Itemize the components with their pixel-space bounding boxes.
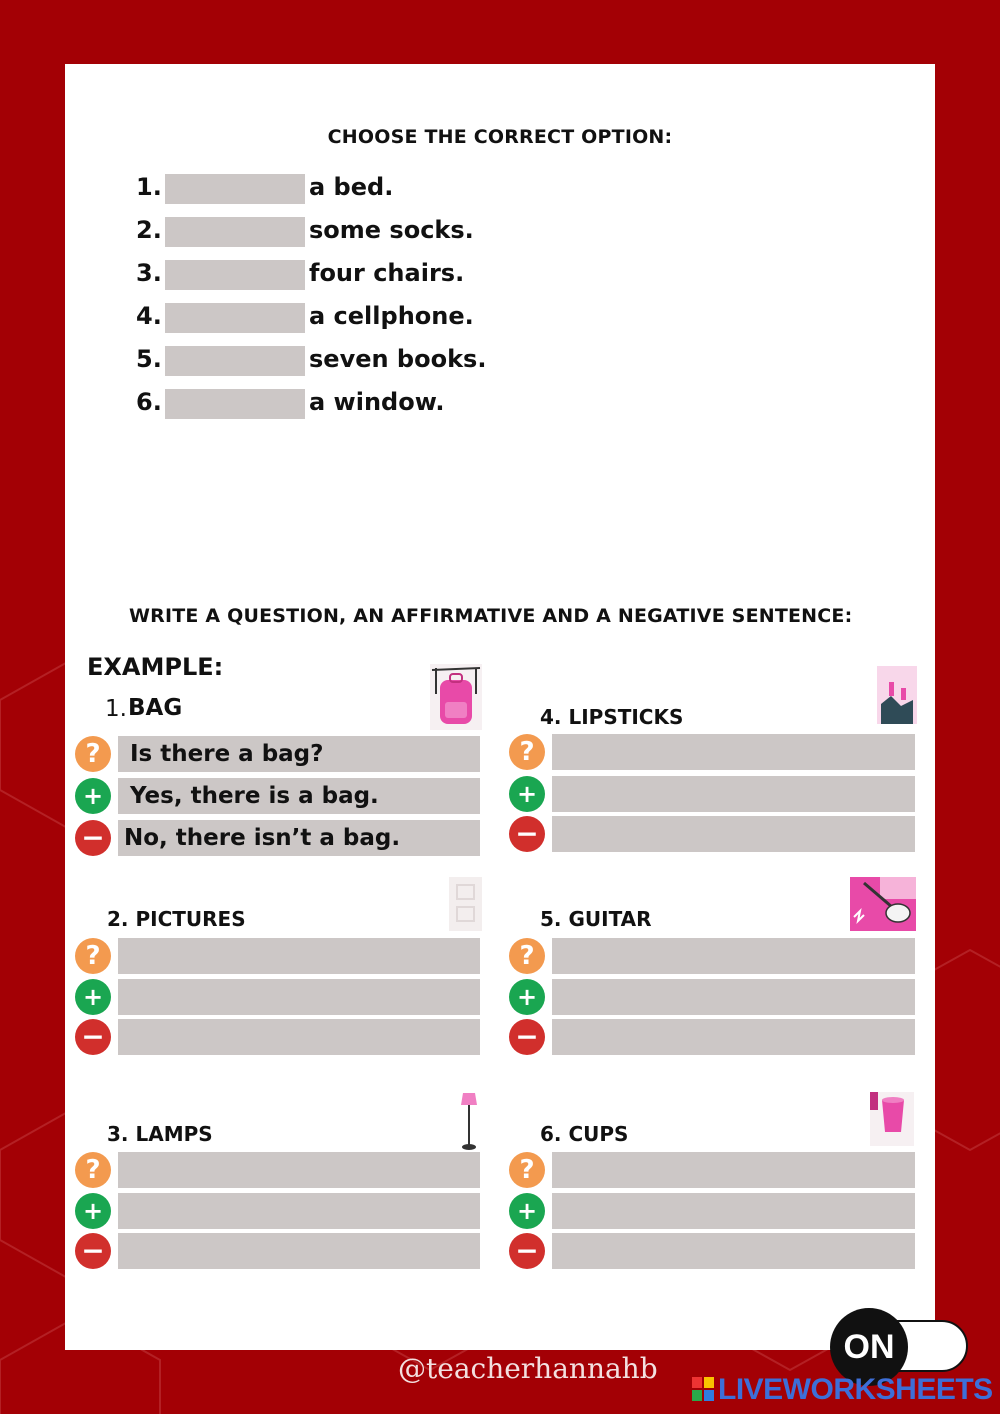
item-number: 6. <box>136 388 162 416</box>
pictures-icon <box>449 877 482 931</box>
answer-blank-5[interactable] <box>165 346 305 376</box>
example-word: BAG <box>128 695 183 721</box>
guitar-question-input[interactable] <box>552 938 915 974</box>
minus-icon: − <box>509 816 545 852</box>
example-affirmative: Yes, there is a bag. <box>118 778 480 814</box>
worksheet-page <box>65 64 935 1350</box>
item-text: a cellphone. <box>309 302 474 330</box>
question-icon: ? <box>509 1152 545 1188</box>
lipsticks-icon <box>877 666 917 724</box>
item-number: 4. <box>136 302 162 330</box>
backpack-icon <box>430 664 482 730</box>
item-label: 5. GUITAR <box>540 907 652 931</box>
minus-icon: − <box>75 820 111 856</box>
cups-question-input[interactable] <box>552 1152 915 1188</box>
plus-icon: + <box>75 979 111 1015</box>
plus-icon: + <box>75 778 111 814</box>
lipsticks-affirmative-input[interactable] <box>552 776 915 812</box>
pictures-negative-input[interactable] <box>118 1019 480 1055</box>
question-icon: ? <box>75 1152 111 1188</box>
answer-blank-4[interactable] <box>165 303 305 333</box>
lamps-affirmative-input[interactable] <box>118 1193 480 1229</box>
question-icon: ? <box>509 938 545 974</box>
minus-icon: − <box>75 1233 111 1269</box>
plus-icon: + <box>75 1193 111 1229</box>
cup-icon <box>870 1092 914 1146</box>
guitar-icon <box>850 877 916 931</box>
lamp-icon <box>458 1089 480 1151</box>
section1-title: CHOOSE THE CORRECT OPTION: <box>327 126 673 148</box>
example-question: Is there a bag? <box>118 736 480 772</box>
example-label: EXAMPLE: <box>87 653 224 681</box>
item-number: 5. <box>136 345 162 373</box>
guitar-affirmative-input[interactable] <box>552 979 915 1015</box>
plus-icon: + <box>509 979 545 1015</box>
example-negative: No, there isn’t a bag. <box>118 820 480 856</box>
question-icon: ? <box>75 736 111 772</box>
item-text: four chairs. <box>309 259 465 287</box>
item-text: seven books. <box>309 345 487 373</box>
plus-icon: + <box>509 1193 545 1229</box>
example-number: 1. <box>105 696 127 722</box>
section2-title: WRITE A QUESTION, AN AFFIRMATIVE AND A NEGATIVE SENTENCE: <box>129 605 853 627</box>
item-number: 3. <box>136 259 162 287</box>
author-credit: @teacherhannahb <box>398 1352 658 1385</box>
guitar-negative-input[interactable] <box>552 1019 915 1055</box>
pictures-question-input[interactable] <box>118 938 480 974</box>
plus-icon: + <box>509 776 545 812</box>
lamps-question-input[interactable] <box>118 1152 480 1188</box>
item-label: 4. LIPSTICKS <box>540 705 684 729</box>
answer-blank-2[interactable] <box>165 217 305 247</box>
minus-icon: − <box>509 1233 545 1269</box>
pictures-affirmative-input[interactable] <box>118 979 480 1015</box>
item-text: some socks. <box>309 216 474 244</box>
item-text: a window. <box>309 388 445 416</box>
lamps-negative-input[interactable] <box>118 1233 480 1269</box>
minus-icon: − <box>509 1019 545 1055</box>
item-number: 2. <box>136 216 162 244</box>
lipsticks-question-input[interactable] <box>552 734 915 770</box>
brand-name: LIVEWORKSHEETS <box>718 1373 993 1406</box>
live-grid-icon <box>692 1377 714 1401</box>
cups-affirmative-input[interactable] <box>552 1193 915 1229</box>
item-label: 6. CUPS <box>540 1122 629 1146</box>
lipsticks-negative-input[interactable] <box>552 816 915 852</box>
question-icon: ? <box>75 938 111 974</box>
toggle-label: ON <box>843 1328 895 1366</box>
answer-blank-6[interactable] <box>165 389 305 419</box>
cups-negative-input[interactable] <box>552 1233 915 1269</box>
answer-blank-3[interactable] <box>165 260 305 290</box>
on-toggle[interactable] <box>830 1308 970 1378</box>
item-number: 1. <box>136 173 162 201</box>
item-text: a bed. <box>309 173 394 201</box>
question-icon: ? <box>509 734 545 770</box>
answer-blank-1[interactable] <box>165 174 305 204</box>
item-label: 3. LAMPS <box>107 1122 213 1146</box>
item-label: 2. PICTURES <box>107 907 246 931</box>
minus-icon: − <box>75 1019 111 1055</box>
